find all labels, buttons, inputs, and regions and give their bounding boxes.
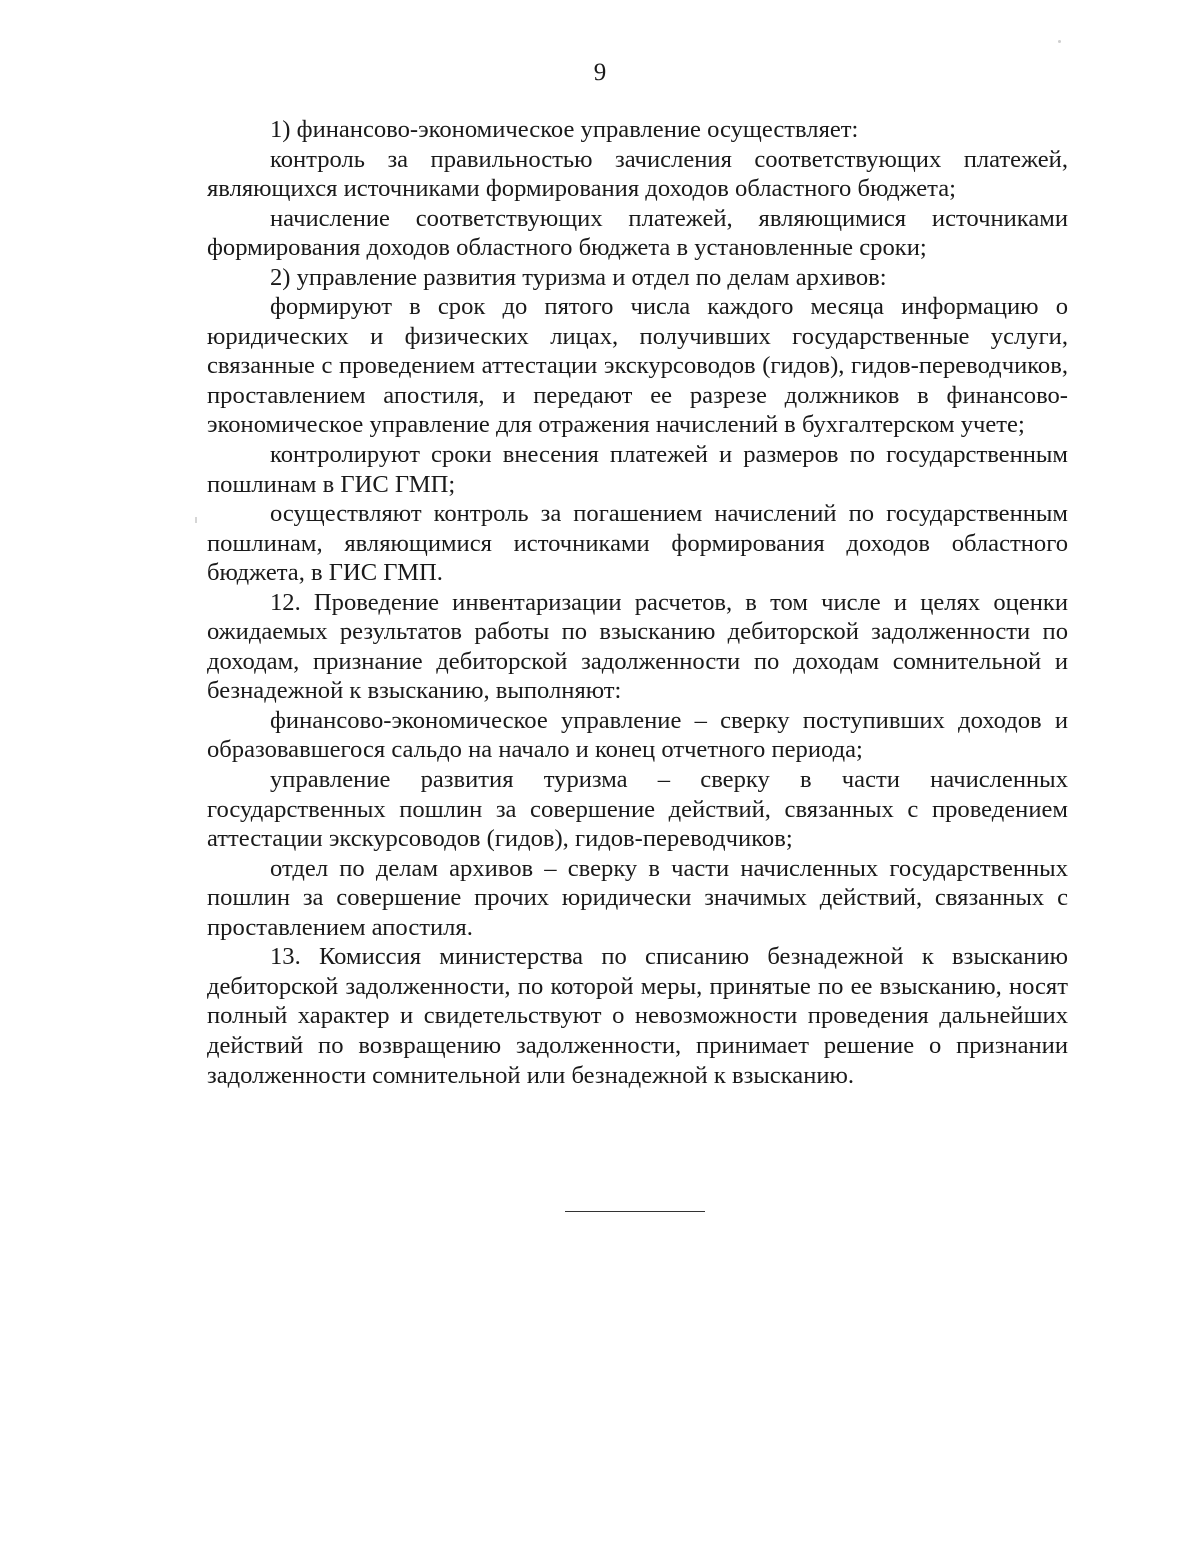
paragraph-control-payments: контроль за правильностью зачисления соответствующих платежей, являющихся источниками формирования доходов областного бюджета; <box>207 145 1068 203</box>
paragraph-control-terms: контролируют сроки внесения платежей и размеров по государственным пошлинам в ГИС ГМП; <box>207 441 1068 498</box>
end-of-document-rule <box>565 1211 705 1212</box>
paragraph-accrual-payments: начисление соответствующих платежей, являющимися источниками формирования доходов областного бюджета в установленные сроки; <box>207 204 1068 262</box>
paragraph-finance-reconciliation: финансово-экономическое управление – сверку поступивших доходов и образовавшегося сальдо на начало и конец отчетного периода; <box>207 706 1068 764</box>
page-number: 9 <box>593 59 607 86</box>
paragraph-form-information: формируют в срок до пятого числа каждого месяца информацию о юридических и физических лицах, получивших государственные услуги, связанные с проведением аттестации экскурсоводов (гидов), гидов-переводчиков, проставлением апостиля, и передают ее разрезе должников в финансово-экономическое управление для отражения начислений в бухгалтерском учете; <box>207 293 1068 439</box>
scan-artifact <box>195 517 197 523</box>
paragraph-tourism-reconciliation: управление развития туризма – сверку в части начисленных государственных пошлин за совершение действий, связанных с проведением аттестации экскурсоводов (гидов), гидов-переводчиков; <box>207 766 1068 853</box>
paragraph-section-13: 13. Комиссия министерства по списанию безнадежной к взысканию дебиторской задолженности, по которой меры, принятые по ее взысканию, носят полный характер и свидетельствуют о невозможности проведения дальнейших действий по возвращению задолженности, принимает решение о признании задолженности сомнительной или безнадежной к взысканию. <box>207 943 1068 1089</box>
document-body <box>207 115 1068 1090</box>
paragraph-section-12: 12. Проведение инвентаризации расчетов, в том числе и целях оценки ожидаемых результатов работы по взысканию дебиторской задолженности по доходам, признание дебиторской задолженности по доходам сомнительной и безнадежной к взысканию, выполняют: <box>207 588 1068 705</box>
scan-artifact <box>1058 40 1061 43</box>
paragraph-clause-2: 2) управление развития туризма и отдел по делам архивов: <box>270 263 887 291</box>
paragraph-archives-reconciliation: отдел по делам архивов – сверку в части начисленных государственных пошлин за совершение прочих юридически значимых действий, связанных с проставлением апостиля. <box>207 854 1068 941</box>
paragraph-clause-1: 1) финансово-экономическое управление осуществляет: <box>270 116 859 143</box>
paragraph-control-repayment: осуществляют контроль за погашением начислений по государственным пошлинам, являющимися источниками формирования доходов областного бюджета, в ГИС ГМП. <box>207 500 1068 587</box>
